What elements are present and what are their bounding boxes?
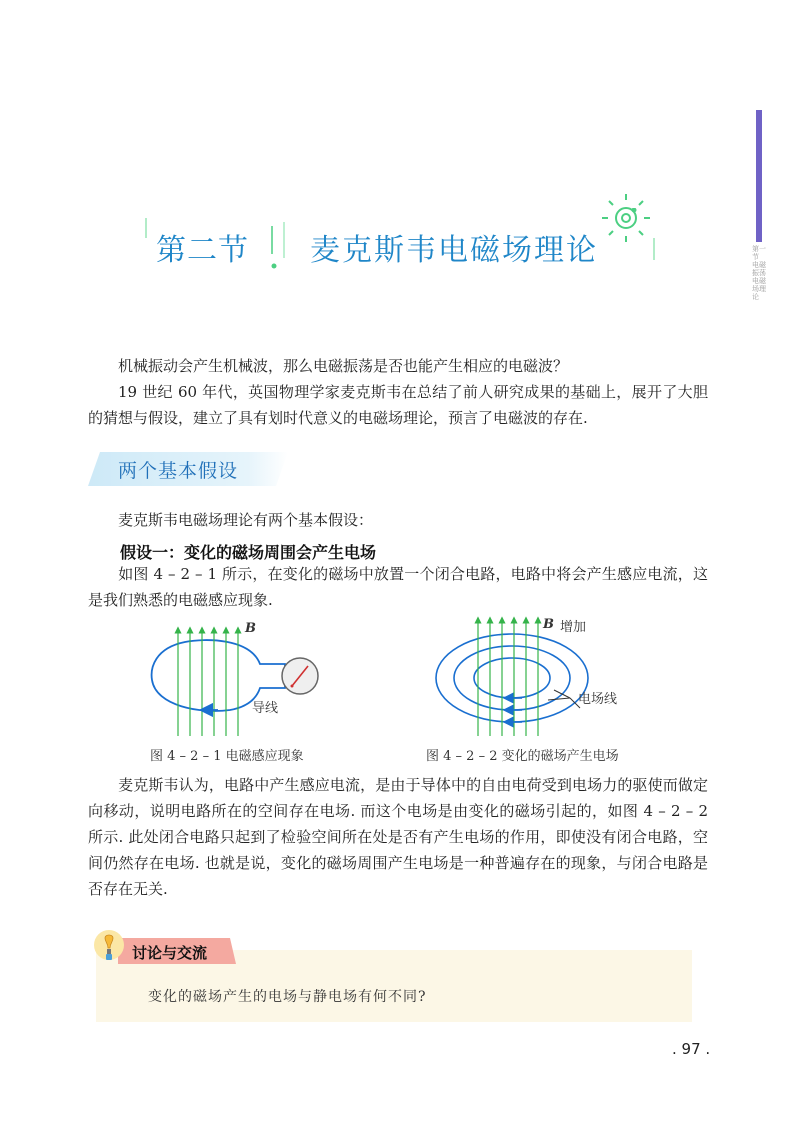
discussion-question: 变化的磁场产生的电场与静电场有何不同?: [148, 989, 427, 1005]
chapter-side-text: 第一节 电磁振荡 电磁场理论: [752, 245, 766, 301]
figure-1-caption: 图 4 – 2 – 1 电磁感应现象: [150, 749, 304, 764]
figure-reference-paragraph: 如图 4 – 2 – 1 所示，在变化的磁场中放置一个闭合电路，电路中将会产生感应电流，这是我们熟悉的电磁感应现象.: [88, 565, 708, 609]
figure-1-wire-label: 导线: [252, 701, 279, 716]
section-intro-paragraph: 麦克斯韦电磁场理论有两个基本假设：: [118, 511, 374, 529]
chapter-side-tab: [756, 110, 762, 242]
intro-paragraph-1: 机械振动会产生机械波，那么电磁振荡是否也能产生相应的电磁波？: [118, 357, 569, 375]
figure-1-diagram: [140, 618, 340, 740]
figure-2-field-line-label: 电场线: [578, 692, 618, 707]
section-number: 第二节: [156, 233, 249, 268]
section-heading: 两个基本假设: [118, 460, 239, 482]
gear-icon: [598, 190, 654, 246]
figure-2-increase-label: 增加: [560, 620, 587, 635]
figure-1-b-label: B: [245, 621, 256, 636]
figure-2-b-label: B: [543, 617, 554, 632]
figure-2-caption: 图 4 – 2 – 2 变化的磁场产生电场: [426, 749, 619, 764]
hypothesis-1-heading: 假设一：变化的磁场周围会产生电场: [120, 543, 377, 562]
discussion-label: 讨论与交流: [132, 944, 208, 962]
intro-paragraph-2: 19 世纪 60 年代，英国物理学家麦克斯韦在总结了前人研究成果的基础上，展开了大胆的猜想与假设，建立了具有划时代意义的电磁场理论，预言了电磁波的存在.: [88, 383, 708, 427]
section-title: 麦克斯韦电磁场理论: [310, 233, 598, 268]
lightbulb-icon: [92, 928, 126, 966]
page-number: . 97 .: [672, 1040, 711, 1058]
figure-2-diagram: [430, 612, 630, 742]
explanation-paragraph: 麦克斯韦认为，电路中产生感应电流，是由于导体中的自由电荷受到电场力的驱使而做定向移动，说明电路所在的空间存在电场. 而这个电场是由变化的磁场引起的，如图 4 – 2 – 2 所示. 此处闭合电路只起到了检验空间所在处是否有产生电场的作用，即使没有闭合电路，空间仍然存在电场. 也就是说，变化的磁场周围产生电场是一种普遍存在的现象，与闭合电路是否存在无关.: [88, 776, 708, 898]
